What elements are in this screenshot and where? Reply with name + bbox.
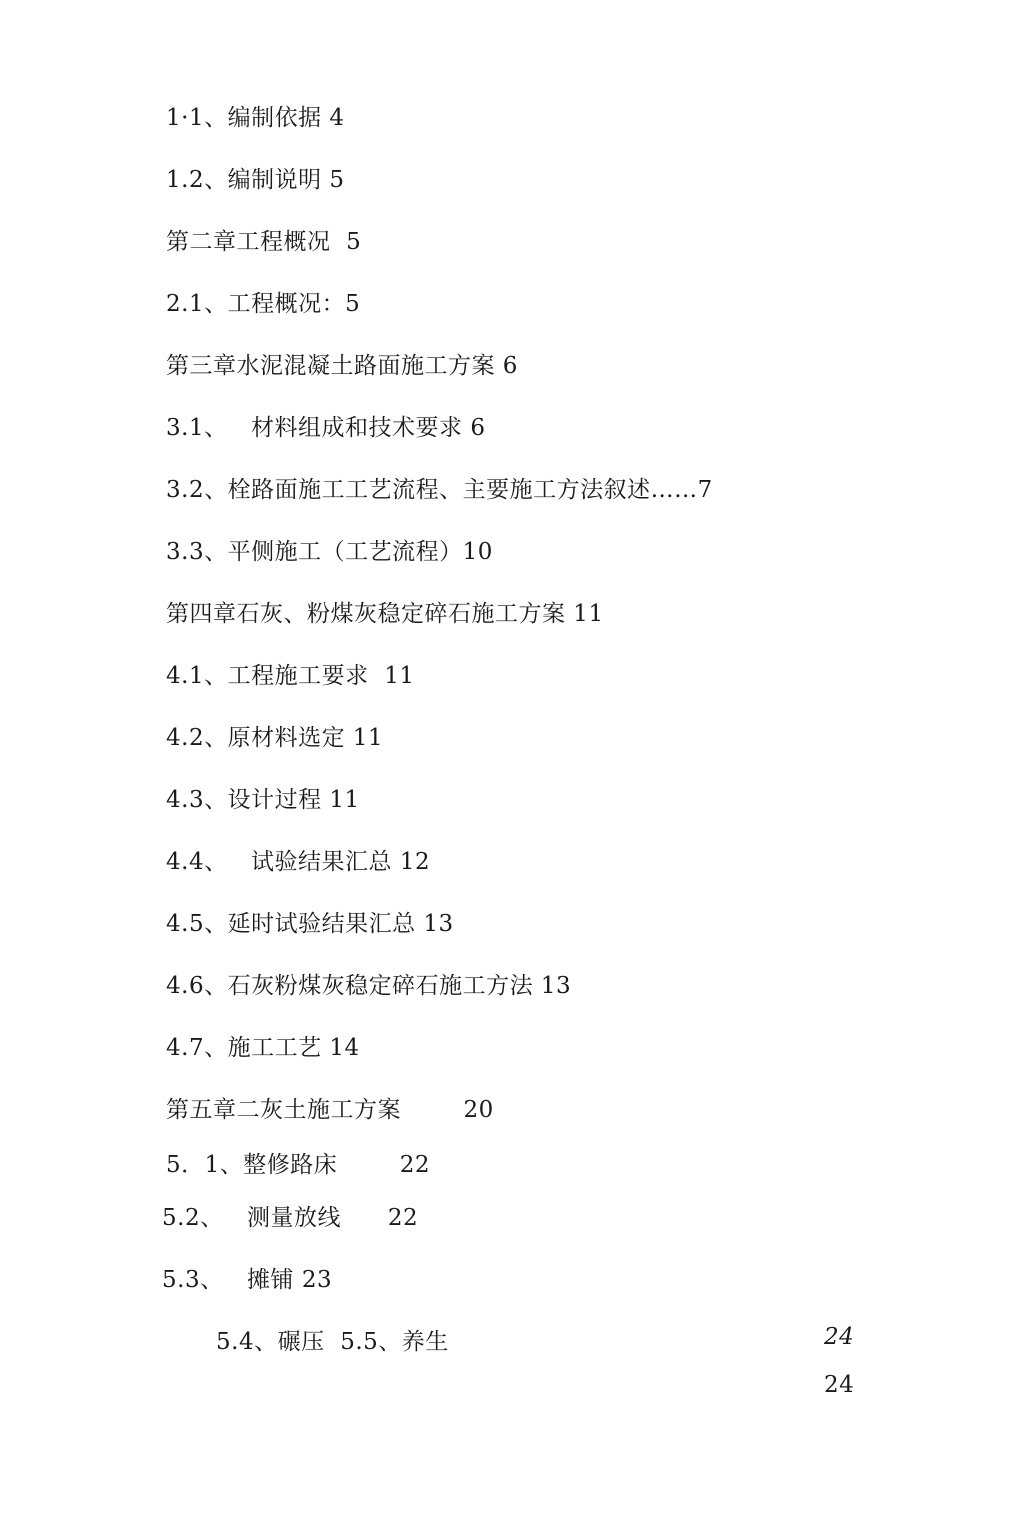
toc-entry-1-1: 1·1、编制依据 4 (166, 105, 345, 131)
toc-entry-4-6: 4.6、石灰粉煤灰稳定碎石施工方法 13 (166, 973, 572, 999)
toc-entry-3-1: 3.1、 材料组成和技术要求 6 (166, 415, 486, 441)
toc-entry-4-5: 4.5、延时试验结果汇总 13 (166, 911, 454, 937)
toc-entry-5-1: 5．1、整修路床 22 (166, 1152, 431, 1178)
toc-chapter-3: 第三章水泥混凝土路面施工方案 6 (166, 353, 518, 379)
page-number-plain: 24 (824, 1372, 855, 1398)
toc-entry-4-7: 4.7、施工工艺 14 (166, 1035, 360, 1061)
page-number-italic: 24 (824, 1324, 855, 1350)
toc-entry-3-3: 3.3、平侧施工（工艺流程）10 (166, 539, 493, 565)
toc-chapter-5: 第五章二灰土施工方案 20 (166, 1097, 494, 1123)
toc-chapter-4: 第四章石灰、粉煤灰稳定碎石施工方案 11 (166, 601, 604, 627)
toc-entry-2-1: 2.1、工程概况：5 (166, 291, 361, 317)
toc-chapter-2: 第二章工程概况 5 (166, 229, 362, 255)
toc-entry-5-2: 5.2、 测量放线 22 (162, 1205, 419, 1231)
toc-entry-5-3: 5.3、 摊铺 23 (162, 1267, 333, 1293)
toc-entry-4-2: 4.2、原材料选定 11 (166, 725, 384, 751)
toc-entry-1-2: 1.2、编制说明 5 (166, 167, 345, 193)
toc-entry-4-3: 4.3、设计过程 11 (166, 787, 360, 813)
toc-entry-4-1: 4.1、工程施工要求 11 (166, 663, 415, 689)
toc-entry-3-2: 3.2、栓路面施工工艺流程、主要施工方法叙述……7 (166, 477, 713, 503)
toc-entry-5-4-5-5: 5.4、碾压 5.5、养生 (216, 1329, 449, 1355)
toc-entry-4-4: 4.4、 试验结果汇总 12 (166, 849, 431, 875)
